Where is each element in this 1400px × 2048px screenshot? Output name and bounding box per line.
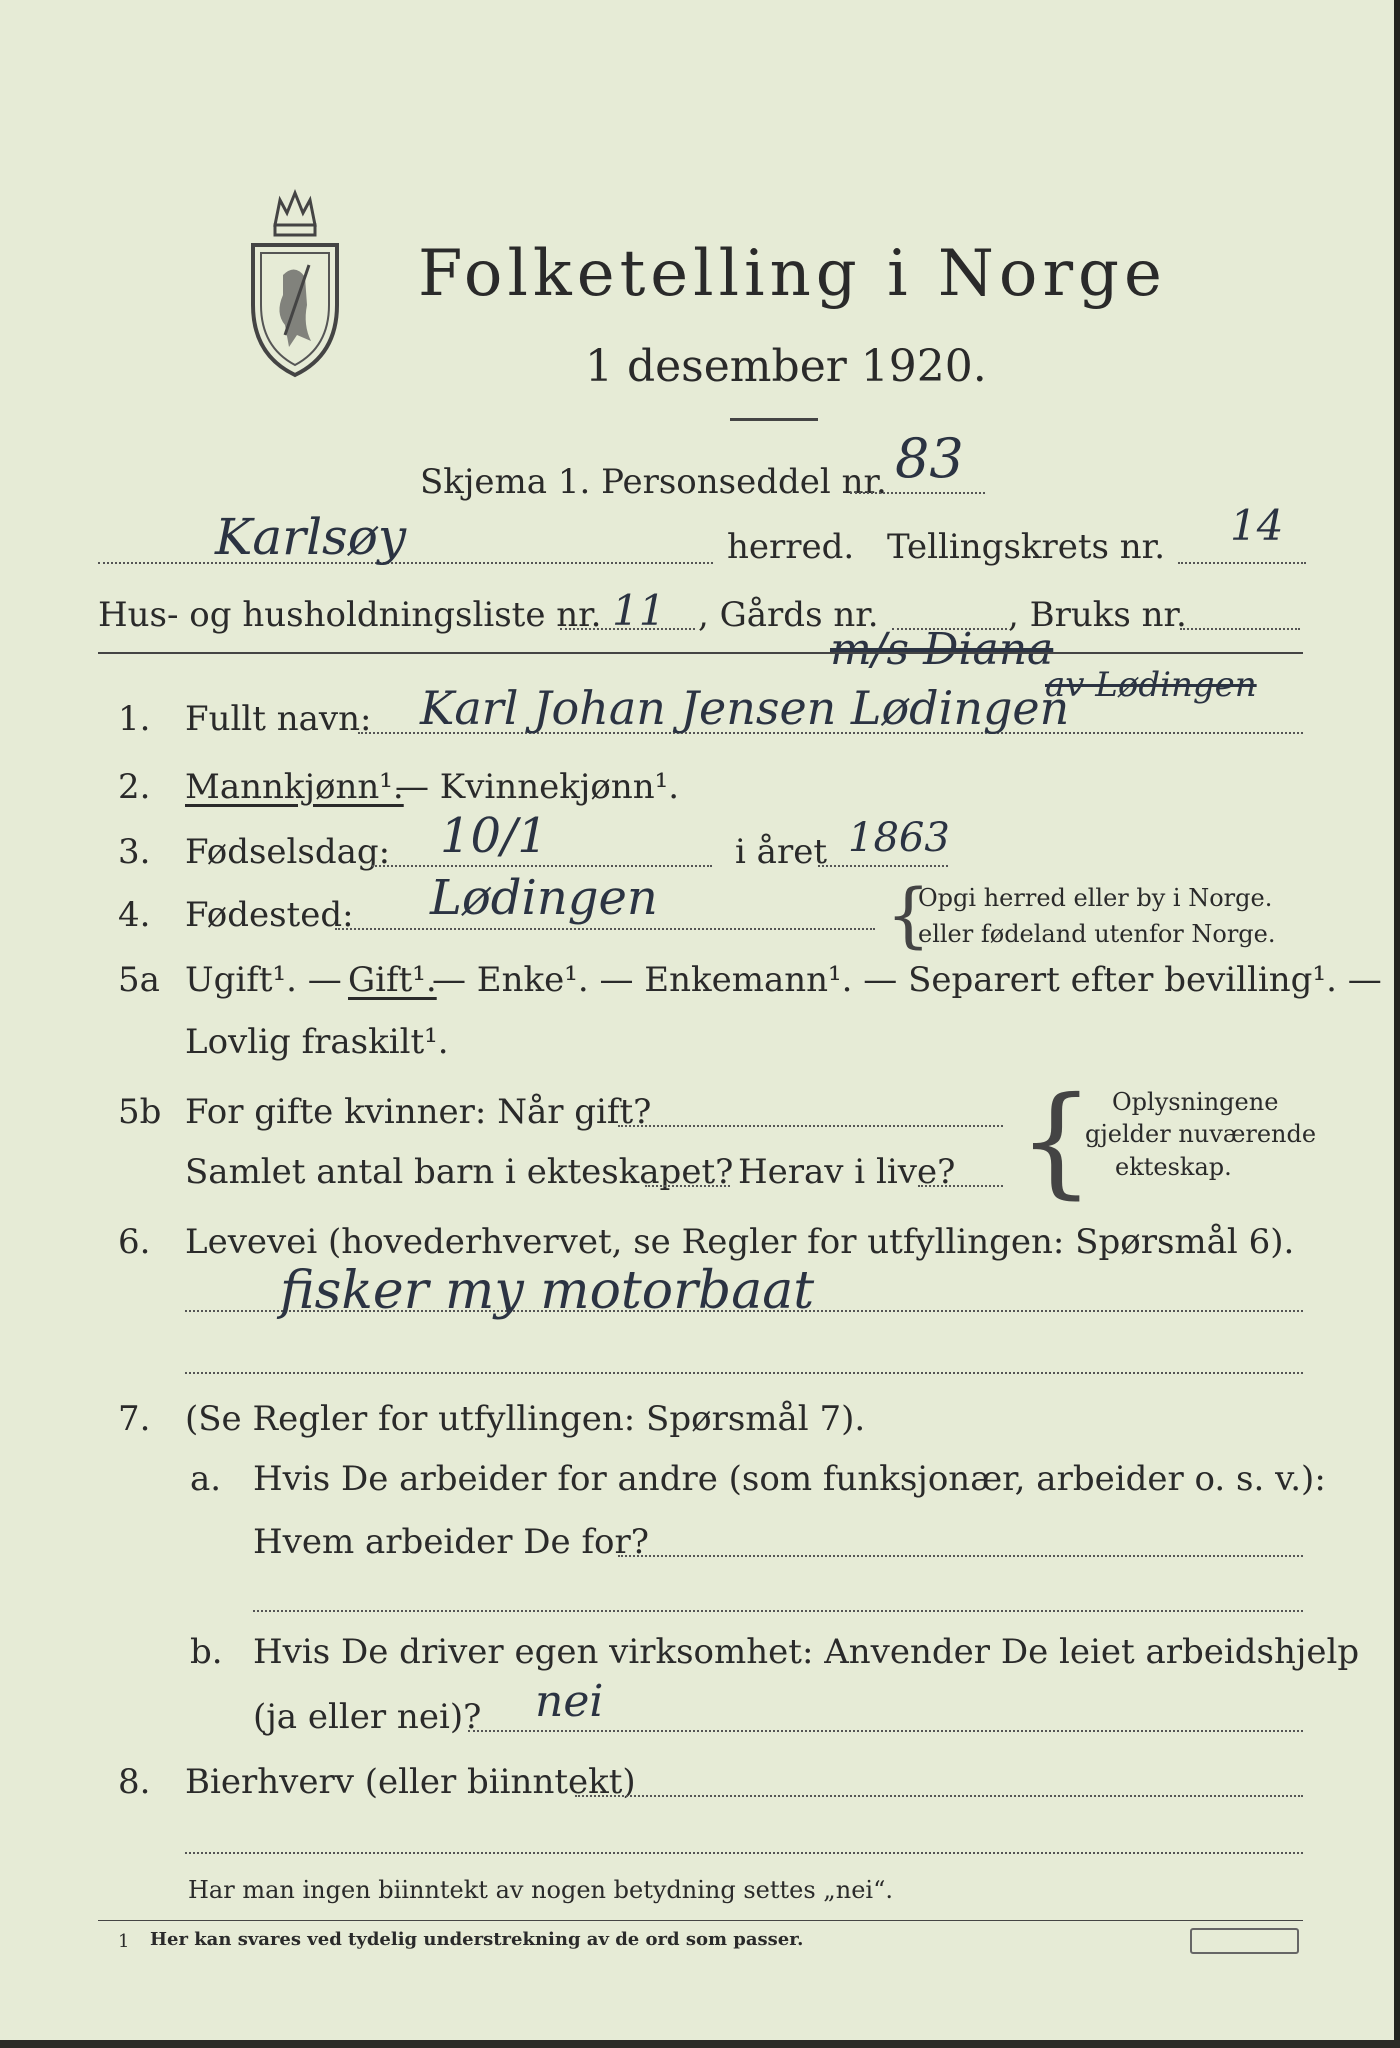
district-label: Tellingskrets nr. bbox=[887, 527, 1166, 567]
census-date: 1 desember 1920. bbox=[585, 341, 987, 392]
gards-label: , Gårds nr. bbox=[698, 595, 879, 635]
norway-coat-of-arms-icon bbox=[245, 185, 345, 385]
q8-number: 8. bbox=[118, 1762, 151, 1802]
birthplace-label: Fødested: bbox=[185, 895, 354, 935]
sex-male-option: Mannkjønn¹. bbox=[185, 767, 404, 807]
birth-year-label: i året bbox=[735, 832, 827, 872]
birthday-line bbox=[372, 865, 712, 867]
marriage-note-line3: ekteskap. bbox=[1115, 1153, 1232, 1181]
status-gift: Gift¹. bbox=[348, 960, 437, 1000]
scan-edge-bottom bbox=[0, 2040, 1400, 2048]
q5b-number: 5b bbox=[118, 1092, 162, 1132]
herred-label: herred. bbox=[727, 527, 855, 567]
q7b-line1: Hvis De driver egen virksomhet: Anvender De leiet arbeidshjelp bbox=[253, 1632, 1360, 1672]
birthplace-note-brace: { bbox=[886, 874, 931, 956]
hired-help-line bbox=[468, 1730, 1303, 1732]
side-income-line-1 bbox=[575, 1795, 1303, 1797]
income-note: Har man ingen biinntekt av nogen betydning settes „nei“. bbox=[188, 1876, 893, 1904]
household-label: Hus- og husholdningsliste nr. bbox=[98, 595, 602, 635]
district-number-value: 14 bbox=[1230, 501, 1284, 550]
schema-number-value: 83 bbox=[895, 427, 964, 490]
q1-number: 1. bbox=[118, 699, 151, 739]
q7a-line1: Hvis De arbeider for andre (som funksjonær, arbeider o. s. v.): bbox=[253, 1459, 1326, 1499]
marriage-note-brace: { bbox=[1018, 1072, 1095, 1211]
birth-year-line bbox=[818, 865, 948, 867]
q5a-number: 5a bbox=[118, 960, 160, 1000]
q7b-line2: (ja eller nei)? bbox=[253, 1697, 482, 1737]
occupation-value: fisker my motorbaat bbox=[280, 1261, 815, 1321]
q7b-letter: b. bbox=[190, 1632, 223, 1672]
q6-number: 6. bbox=[118, 1222, 151, 1262]
birthplace-value: Lødingen bbox=[430, 870, 658, 926]
status-others: — Enke¹. — Enkemann¹. — Separert efter bevilling¹. — bbox=[432, 960, 1382, 1000]
birth-year-value: 1863 bbox=[848, 815, 950, 861]
printer-stamp bbox=[1190, 1928, 1299, 1954]
full-name-value: Karl Johan Jensen Lødingen bbox=[420, 681, 1070, 735]
footnote-mark: 1 bbox=[118, 1931, 130, 1952]
children-line bbox=[645, 1185, 730, 1187]
birthplace-line bbox=[335, 928, 875, 930]
marriage-note-line1: Oplysningene bbox=[1112, 1088, 1279, 1116]
side-income-line-2 bbox=[185, 1852, 1303, 1854]
sex-female-option: — Kvinnekjønn¹. bbox=[395, 767, 680, 807]
q7a-letter: a. bbox=[190, 1459, 222, 1499]
children-label: Samlet antal barn i ekteskapet? bbox=[185, 1152, 734, 1192]
full-name-struck: av Lødingen bbox=[1045, 665, 1257, 705]
birthday-label: Fødselsdag: bbox=[185, 832, 391, 872]
q7-number: 7. bbox=[118, 1399, 151, 1439]
footnote-divider bbox=[98, 1920, 1303, 1921]
children-alive-line bbox=[918, 1185, 1003, 1187]
side-income-label: Bierhverv (eller biinntekt) bbox=[185, 1762, 636, 1802]
status-fraskilt: Lovlig fraskilt¹. bbox=[185, 1022, 449, 1062]
q3-number: 3. bbox=[118, 832, 151, 872]
occupation-line-2 bbox=[185, 1372, 1303, 1374]
marriage-note-line2: gjelder nuværende bbox=[1085, 1120, 1317, 1148]
married-when-line bbox=[618, 1125, 1003, 1127]
birthplace-note-line1: Opgi herred eller by i Norge. bbox=[918, 884, 1273, 912]
q2-number: 2. bbox=[118, 767, 151, 807]
footnote-text: Her kan svares ved tydelig understrekning av de ord som passer. bbox=[150, 1929, 804, 1950]
employer-line-2 bbox=[253, 1610, 1303, 1612]
form-title: Folketelling i Norge bbox=[418, 237, 1167, 311]
header-divider bbox=[98, 652, 1303, 654]
vessel-note: m/s Diana bbox=[830, 624, 1054, 675]
employer-line-1 bbox=[618, 1555, 1303, 1557]
bruks-number-line bbox=[1180, 628, 1300, 630]
status-ugift: Ugift¹. — bbox=[185, 960, 342, 1000]
bruks-label: , Bruks nr. bbox=[1008, 595, 1187, 635]
municipality-value: Karlsøy bbox=[215, 508, 407, 566]
q7a-line2: Hvem arbeider De for? bbox=[253, 1522, 649, 1562]
birthday-value: 10/1 bbox=[440, 808, 548, 864]
household-number-value: 11 bbox=[612, 586, 666, 635]
schema-label: Skjema 1. Personseddel nr. bbox=[420, 462, 887, 502]
schema-number-line bbox=[850, 492, 985, 494]
children-alive-label: Herav i live? bbox=[738, 1152, 956, 1192]
full-name-label: Fullt navn: bbox=[185, 699, 372, 739]
scan-edge-right bbox=[1394, 0, 1400, 2048]
married-when-label: For gifte kvinner: Når gift? bbox=[185, 1092, 652, 1132]
q4-number: 4. bbox=[118, 895, 151, 935]
district-number-line bbox=[1178, 562, 1306, 564]
occupation-label: Levevei (hovederhvervet, se Regler for utfyllingen: Spørsmål 6). bbox=[185, 1222, 1295, 1262]
title-divider bbox=[730, 418, 818, 421]
q7-label: (Se Regler for utfyllingen: Spørsmål 7). bbox=[185, 1399, 866, 1439]
birthplace-note-line2: eller fødeland utenfor Norge. bbox=[918, 920, 1276, 948]
hired-help-value: nei bbox=[535, 1676, 604, 1727]
